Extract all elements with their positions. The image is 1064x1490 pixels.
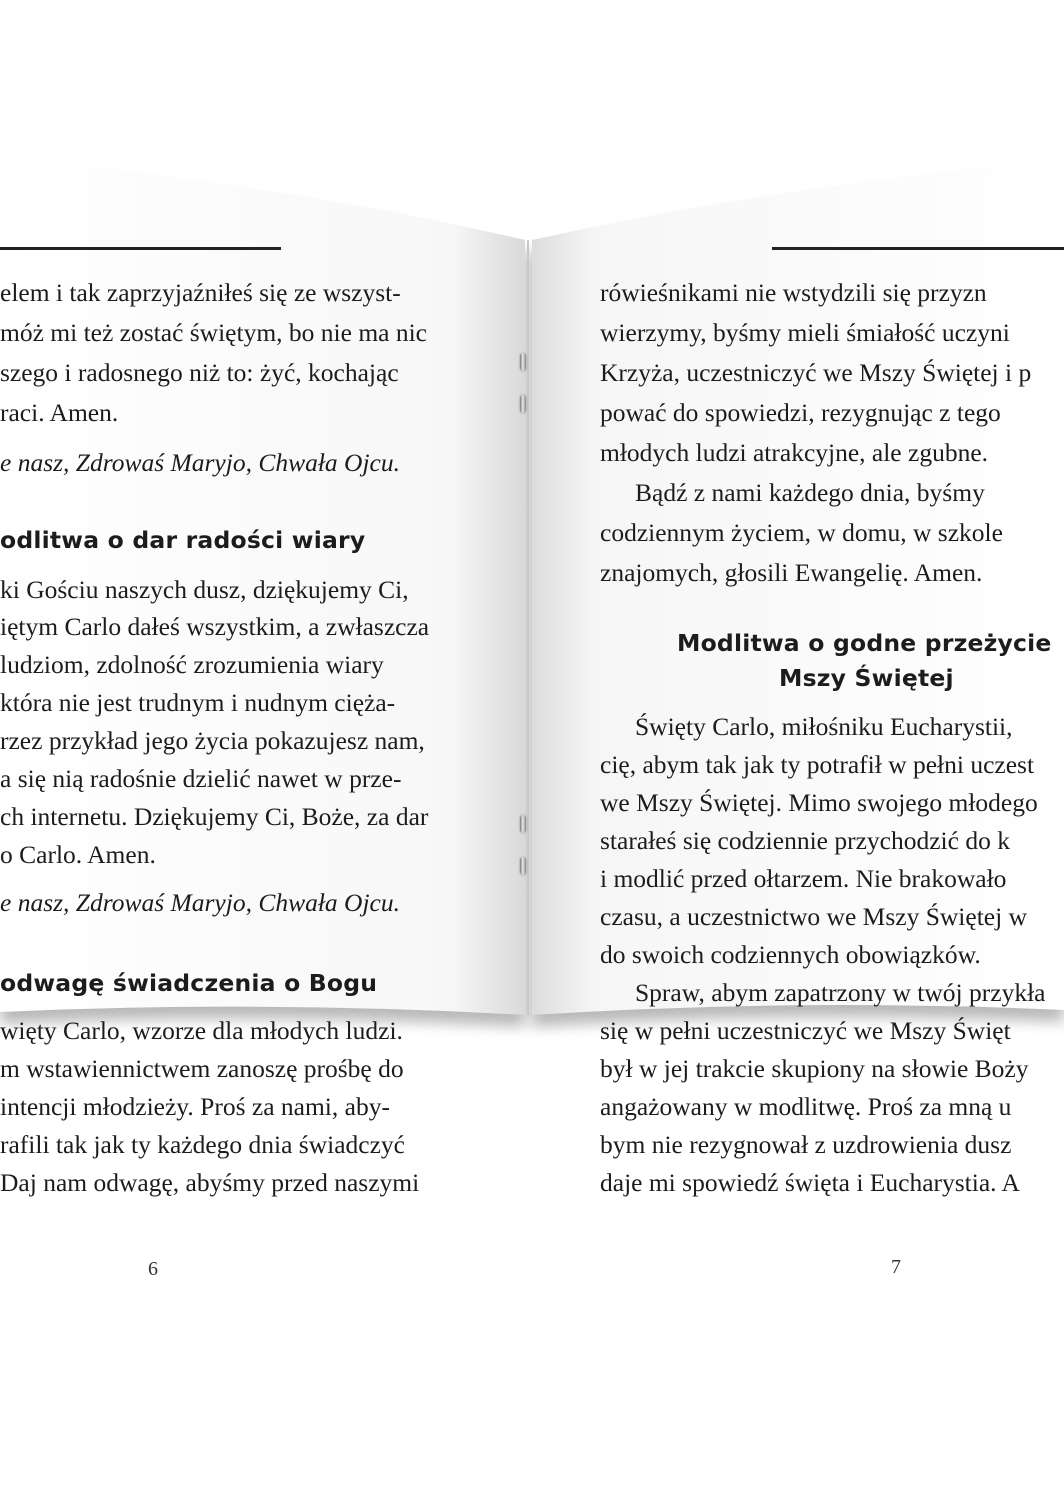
- text-line: wierzymy, byśmy mieli śmiałość uczyni: [600, 318, 1010, 347]
- text-line: Krzyża, uczestniczyć we Mszy Świętej i p: [600, 358, 1032, 387]
- text-line: do swoich codziennych obowiązków.: [600, 940, 981, 969]
- text-line: a się nią radośnie dzielić nawet w prze-: [0, 764, 402, 793]
- text-line: elem i tak zaprzyjaźniłeś się ze wszyst-: [0, 278, 401, 307]
- text-line: która nie jest trudnym i nudnym cięża-: [0, 688, 396, 717]
- text-line: móż mi też zostać świętym, bo nie ma nic: [0, 318, 428, 347]
- header-rule: [0, 247, 281, 250]
- header-rule: [772, 247, 1064, 250]
- section-heading: odwagę świadczenia o Bogu: [0, 969, 378, 997]
- text-line: daje mi spowiedź święta i Eucharystia. A: [600, 1168, 1020, 1197]
- page-number: 7: [891, 1256, 901, 1278]
- text-line: Bądź z nami każdego dnia, byśmy: [635, 478, 985, 507]
- text-line: cię, abym tak jak ty potrafił w pełni uczest: [600, 750, 1035, 779]
- text-line: m wstawiennictwem zanoszę prośbę do: [0, 1054, 404, 1083]
- section-heading: odlitwa o dar radości wiary: [0, 526, 366, 554]
- text-line: ch internetu. Dziękujemy Ci, Boże, za dar: [0, 802, 429, 831]
- text-line: rówieśnikami nie wstydzili się przyzn: [600, 278, 987, 307]
- prayer-reference: e nasz, Zdrowaś Maryjo, Chwała Ojcu.: [0, 448, 400, 477]
- text-line: rzez przykład jego życia pokazujesz nam,: [0, 726, 425, 755]
- text-line: ludziom, zdolność zrozumienia wiary: [0, 650, 384, 679]
- text-line: szego i radosnego niż to: żyć, kochając: [0, 358, 399, 387]
- text-line: bym nie rezygnował z uzdrowienia dusz: [600, 1130, 1012, 1159]
- prayer-reference: e nasz, Zdrowaś Maryjo, Chwała Ojcu.: [0, 888, 400, 917]
- text-line: starałeś się codziennie przychodzić do k: [600, 826, 1010, 855]
- text-line: pować do spowiedzi, rezygnując z tego: [600, 398, 1001, 427]
- text-line: o Carlo. Amen.: [0, 840, 156, 869]
- section-heading: Mszy Świętej: [779, 664, 954, 692]
- right-page: [532, 0, 1064, 1490]
- text-line: młodych ludzi atrakcyjne, ale zgubne.: [600, 438, 989, 467]
- text-line: raci. Amen.: [0, 398, 119, 427]
- text-line: czasu, a uczestnictwo we Mszy Świętej w: [600, 902, 1027, 931]
- text-line: Święty Carlo, miłośniku Eucharystii,: [635, 712, 1013, 741]
- text-line: Spraw, abym zapatrzony w twój przykła: [635, 978, 1046, 1007]
- text-line: znajomych, głosili Ewangelię. Amen.: [600, 558, 983, 587]
- text-line: intencji młodzieży. Proś za nami, aby-: [0, 1092, 390, 1121]
- text-line: i modlić przed ołtarzem. Nie brakowało: [600, 864, 1007, 893]
- text-line: ki Gościu naszych dusz, dziękujemy Ci,: [0, 575, 409, 604]
- text-line: był w jej trakcie skupiony na słowie Boży: [600, 1054, 1029, 1083]
- text-line: więty Carlo, wzorze dla młodych ludzi.: [0, 1016, 403, 1045]
- text-line: Daj nam odwagę, abyśmy przed naszymi: [0, 1168, 420, 1197]
- text-line: się w pełni uczestniczyć we Mszy Święt: [600, 1016, 1011, 1045]
- text-line: codziennym życiem, w domu, w szkole: [600, 518, 1003, 547]
- section-heading: Modlitwa o godne przeżycie: [677, 629, 1052, 657]
- text-line: we Mszy Świętej. Mimo swojego młodego: [600, 788, 1038, 817]
- left-page: [0, 0, 525, 1490]
- page-number: 6: [148, 1258, 158, 1280]
- text-line: angażowany w modlitwę. Proś za mną u: [600, 1092, 1012, 1121]
- text-line: iętym Carlo dałeś wszystkim, a zwłaszcza: [0, 612, 430, 641]
- text-line: rafili tak jak ty każdego dnia świadczyć: [0, 1130, 405, 1159]
